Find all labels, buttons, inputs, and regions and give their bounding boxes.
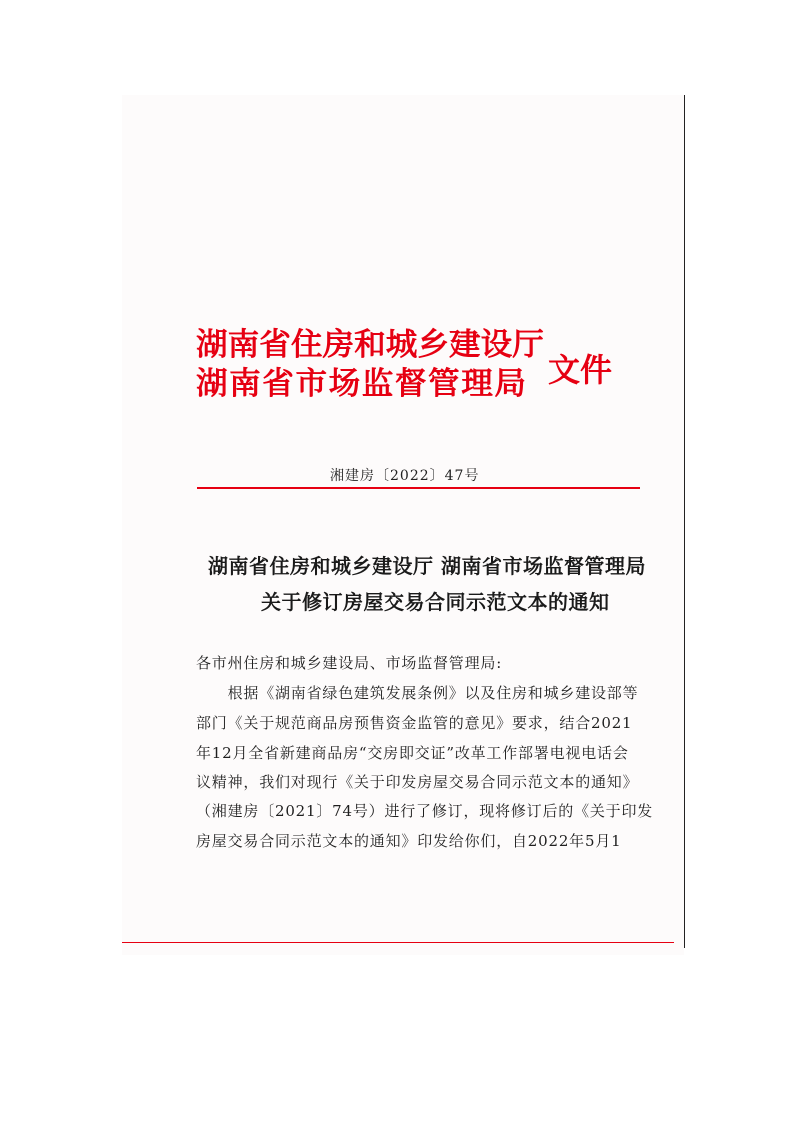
file-label: 文件 [548,351,613,389]
issuing-agency-1: 湖南省住房和城乡建设厅 [196,327,544,363]
document-title-line-1: 湖南省住房和城乡建设厅 湖南省市场监督管理局 [208,554,646,578]
body-line-3: 年12月全省新建商品房“交房即交证”改革工作部署电视电话会 [196,744,629,762]
body-line-5: （湘建房〔2021〕74号）进行了修订，现将修订后的《关于印发 [196,802,654,820]
issuing-agency-2: 湖南省市场监督管理局 [196,366,528,402]
body-line-1: 根据《湖南省绿色建筑发展条例》以及住房和城乡建设部等 [196,684,639,702]
page-edge-line [684,95,685,948]
red-divider-bottom [122,942,674,943]
document-number: 湘建房〔2022〕47号 [330,468,480,484]
red-divider-top [197,487,640,489]
body-line-2: 部门《关于规范商品房预售资金监管的意见》要求，结合2021 [196,714,633,732]
document-title-line-2: 关于修订房屋交易合同示范文本的通知 [261,590,610,614]
document-page [122,95,684,955]
body-line-6: 房屋交易合同示范文本的通知》印发给你们，自2022年5月1 [196,832,622,850]
body-line-4: 议精神，我们对现行《关于印发房屋交易合同示范文本的通知》 [196,773,639,791]
addressee-line: 各市州住房和城乡建设局、市场监督管理局: [196,654,503,672]
